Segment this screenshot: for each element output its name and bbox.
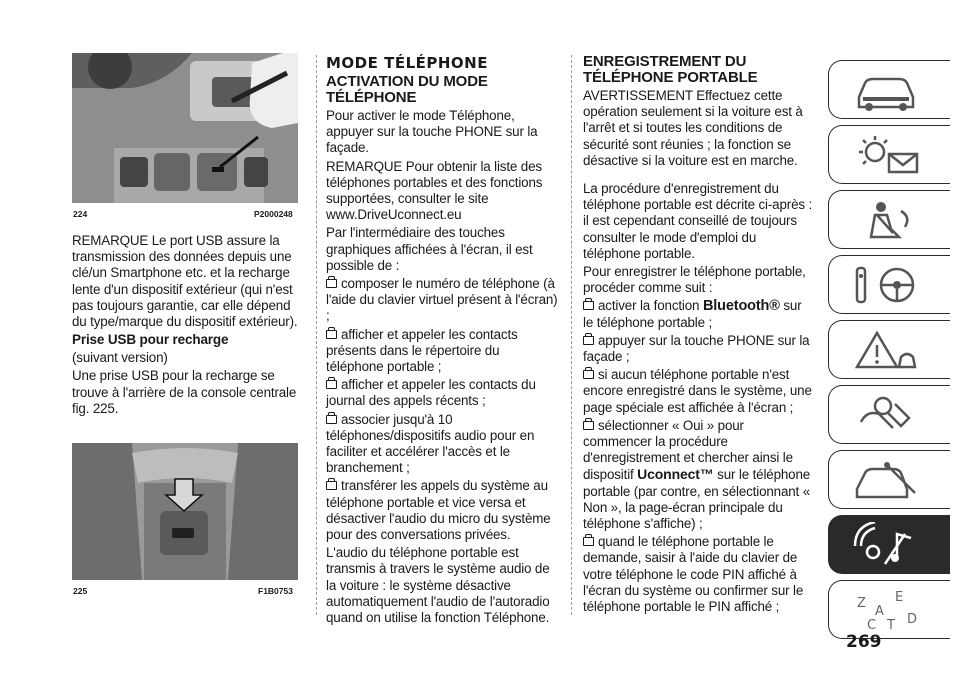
bullet-icon bbox=[326, 380, 337, 389]
safety-airbag-icon bbox=[847, 197, 937, 243]
remark-supported-phones: REMARQUE Pour obtenir la liste des téléphones portables et des fonctions supportées, consulter le site www.DriveUconnect.eu bbox=[326, 158, 543, 223]
usb-port-illustration bbox=[72, 53, 298, 203]
svg-text:T: T bbox=[887, 618, 895, 633]
usb-charge-heading: Prise USB pour recharge bbox=[72, 332, 229, 348]
warning-lights-icon bbox=[847, 132, 937, 178]
car-dashboard-icon bbox=[847, 67, 937, 113]
tab-multimedia[interactable] bbox=[828, 515, 950, 574]
list-item: appuyer sur la touche PHONE sur la façade ; bbox=[583, 332, 810, 365]
bullet-icon bbox=[326, 415, 337, 424]
tab-technical[interactable] bbox=[828, 450, 950, 509]
list-item: transférer les appels du système au téléphone portable et vice versa et désactiver l'audio du micro du système pour des conversations privées. bbox=[326, 478, 551, 543]
tab-car-dashboard[interactable] bbox=[828, 60, 950, 119]
activation-subtitle: ACTIVATION DU MODE TÉLÉPHONE bbox=[326, 73, 488, 106]
activation-text: Pour activer le mode Téléphone, appuyer sur la touche PHONE sur la façade. bbox=[326, 108, 538, 156]
tab-driving[interactable] bbox=[828, 255, 950, 314]
column-divider-1 bbox=[316, 55, 317, 615]
section-title: MODE TÉLÉPHONE bbox=[326, 54, 488, 72]
list-item: associer jusqu'à 10 téléphones/dispositifs audio pour en faciliter et accélérer l'accès et le branchement ; bbox=[326, 411, 535, 476]
tab-safety[interactable] bbox=[828, 190, 950, 249]
figure-225-code: F1B0753 bbox=[258, 586, 293, 596]
warning-text: AVERTISSEMENT Effectuez cette opération seulement si la voiture est à l'arrêt et si toutes les conditions de sécurité sont réunies ; la fonction se désactive si la voiture est en marche. bbox=[583, 88, 803, 168]
usb-remark: REMARQUE Le port USB assure la transmission des données depuis une clé/un Smartphone etc. et la recharge lente d'un dispositif extérieur (qui n'est pas toujours garantie, car elle dépend du type/marque du dispositif extérieur). bbox=[72, 233, 298, 330]
svg-text:C: C bbox=[867, 618, 877, 633]
figure-224-code: P2000248 bbox=[254, 209, 293, 219]
alphabet-index-icon bbox=[847, 587, 937, 633]
page-number: 269 bbox=[846, 632, 882, 652]
tab-emergency[interactable] bbox=[828, 320, 950, 379]
column-3-text bbox=[583, 54, 815, 617]
svg-text:Z: Z bbox=[857, 596, 866, 611]
bullet-icon bbox=[326, 481, 337, 490]
bullet-icon bbox=[326, 279, 337, 288]
column-divider-2 bbox=[571, 55, 572, 615]
list-item: si aucun téléphone portable n'est encore enregistré dans le système, une page spéciale est affichée à l'écran ; bbox=[583, 367, 812, 415]
procedure-text: La procédure d'enregistrement du téléphone portable est décrite ci-après : il est cependant conseillé de toujours consulter le mode d'emploi du téléphone portable. bbox=[583, 181, 813, 261]
usb-charge-subheading: (suivant version) bbox=[72, 350, 168, 366]
bullet-icon bbox=[583, 370, 594, 379]
tab-warning-lights[interactable] bbox=[828, 125, 950, 184]
list-item: composer le numéro de téléphone (à l'aide du clavier virtuel présent à l'écran) ; bbox=[326, 276, 558, 324]
list-item: sélectionner « Oui » pour commencer la procédure d'enregistrement et chercher ainsi le dispositif Uconnect™ sur le téléphone portable (par contre, en sélectionnant « Non », la page-écran principale du téléphone s'affiche) ; bbox=[583, 417, 811, 532]
graphic-buttons-intro: Par l'intermédiaire des touches graphiques affichées à l'écran, il est possible de : bbox=[326, 225, 533, 273]
bullet-icon bbox=[583, 421, 594, 430]
svg-text:D: D bbox=[907, 612, 918, 627]
figure-224-number: 224 bbox=[73, 209, 88, 219]
car-technical-icon bbox=[847, 457, 937, 503]
maintenance-tools-icon bbox=[847, 392, 937, 438]
column-2-text bbox=[326, 54, 558, 628]
figure-225-photo bbox=[72, 443, 298, 580]
column-1-text bbox=[72, 233, 301, 419]
audio-transmission-text: L'audio du téléphone portable est transmis à travers le système audio de la voiture : le système désactive automatiquement l'audio de l'autoradio quand on utilise la fonction Téléphone. bbox=[326, 545, 550, 626]
bullet-icon bbox=[583, 301, 594, 310]
figure-224-photo bbox=[72, 53, 298, 203]
usb-charge-text: Une prise USB pour la recharge se trouve à l'arrière de la console centrale fig. 225. bbox=[72, 368, 297, 416]
bullet-icon bbox=[583, 537, 594, 546]
emergency-triangle-icon bbox=[847, 327, 937, 373]
figure-225-number: 225 bbox=[73, 586, 88, 596]
rear-console-usb-illustration bbox=[72, 443, 298, 580]
registration-subtitle: ENREGISTREMENT DU TÉLÉPHONE PORTABLE bbox=[583, 53, 758, 86]
tab-index[interactable] bbox=[828, 580, 950, 639]
list-item: afficher et appeler les contacts du journal des appels récents ; bbox=[326, 377, 536, 409]
bullet-icon bbox=[583, 336, 594, 345]
list-item: afficher et appeler les contacts présents dans le répertoire du téléphone portable ; bbox=[326, 326, 518, 375]
multimedia-music-icon bbox=[847, 522, 937, 568]
svg-text:A: A bbox=[875, 604, 884, 619]
bullet-icon bbox=[326, 330, 337, 339]
steering-wheel-key-icon bbox=[847, 262, 937, 308]
tab-maintenance[interactable] bbox=[828, 385, 950, 444]
procedure-intro: Pour enregistrer le téléphone portable, procéder comme suit : bbox=[583, 264, 806, 296]
list-item: activer la fonction Bluetooth® sur le téléphone portable ; bbox=[583, 298, 802, 330]
svg-text:E: E bbox=[895, 590, 904, 605]
list-item: quand le téléphone portable le demande, saisir à l'aide du clavier de votre téléphone le code PIN affiché à l'écran du système ou confirmer sur le téléphone portable le PIN affiché ; bbox=[583, 534, 804, 615]
